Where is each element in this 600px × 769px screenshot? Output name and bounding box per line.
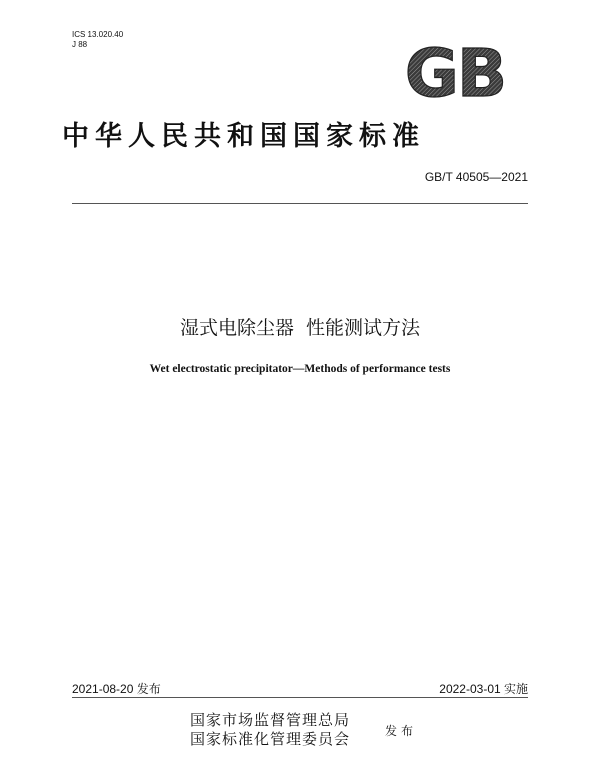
top-divider	[72, 203, 528, 204]
ics-code: ICS 13.020.40	[72, 30, 124, 39]
issue-label: 发布	[385, 724, 418, 738]
bottom-divider	[72, 697, 528, 698]
issuer-samr: 国家市场监督管理总局	[190, 711, 351, 729]
ccs-code: J 88	[72, 40, 88, 49]
national-standard-title: 中华人民共和国国家标准	[62, 121, 425, 152]
title-chinese: 湿式电除尘器 性能测试方法	[179, 317, 421, 339]
gb-logo	[380, 42, 530, 100]
classification-codes	[72, 30, 123, 50]
publish-date: 2021-08-20 发布	[72, 682, 161, 696]
gb-logo-text: GB	[404, 42, 506, 100]
issuer-sac: 国家标准化管理委员会	[190, 730, 351, 748]
title-english: Wet electrostatic precipitator—Methods of performance tests	[149, 363, 451, 375]
issuing-authorities	[190, 711, 350, 749]
standard-number: GB/T 40505—2021	[424, 170, 528, 184]
implement-date: 2022-03-01 实施	[439, 682, 528, 696]
